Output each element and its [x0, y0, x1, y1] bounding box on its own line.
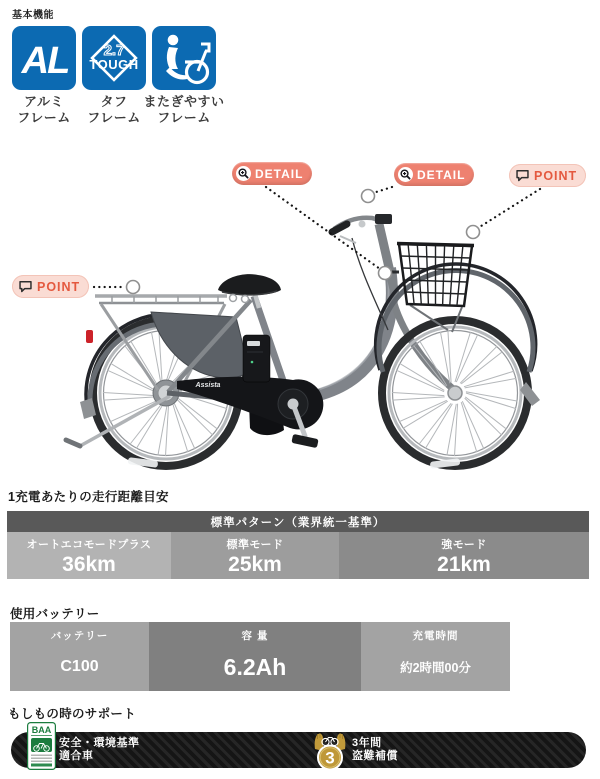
- battery-model-cell: バッテリー C100: [10, 622, 149, 691]
- features-section-label: 基本機能: [12, 10, 54, 21]
- range-mode-auto-eco: オートエコモードプラス 36km: [7, 532, 171, 579]
- speech-bubble-icon: [515, 169, 530, 182]
- feature-step-through-frame: [143, 26, 225, 125]
- drive-unit: [177, 377, 323, 448]
- brake-lever: [340, 236, 356, 243]
- point-label: POINT: [37, 279, 81, 294]
- tough-frame-icon: [82, 26, 146, 90]
- callout-marker-grip: [362, 190, 375, 203]
- battery-capacity-cell: 容 量 6.2Ah: [149, 622, 361, 691]
- point-label: POINT: [534, 168, 578, 183]
- front-wheel: [382, 320, 528, 466]
- support-bar: [11, 725, 586, 768]
- theft-warranty-label: 3年間 盗難補償: [352, 737, 398, 762]
- features-section: [12, 6, 225, 125]
- detail-callout-button[interactable]: [232, 162, 312, 185]
- warranty-years-number: 3: [325, 748, 335, 768]
- battery-charge-time-cell: 充電時間 約2時間00分: [361, 622, 510, 691]
- range-table-header: 標準パターン（業界統一基準）: [7, 511, 589, 532]
- battery-table: [10, 622, 510, 691]
- bike-illustration: [0, 150, 600, 485]
- point-callout-button[interactable]: [509, 164, 586, 187]
- aluminum-frame-icon: [12, 26, 76, 90]
- front-fender: [376, 264, 540, 406]
- callout-marker-handlebar: [379, 267, 392, 280]
- feature-aluminum-frame: [12, 26, 76, 125]
- callout-marker-basket: [467, 226, 480, 239]
- rear-reflector: [86, 330, 93, 343]
- magnifier-plus-icon: [236, 166, 251, 181]
- speech-bubble-icon: [18, 280, 33, 293]
- battery-section-title: 使用バッテリー: [10, 607, 100, 621]
- baa-badge: [27, 722, 56, 770]
- battery-pack: [243, 335, 270, 382]
- point-callout-button[interactable]: [12, 275, 89, 298]
- callout-marker-rack: [127, 281, 140, 294]
- theft-warranty-badge: [313, 725, 347, 771]
- baa-compliance-label: 安全・環境基準 適合車: [59, 737, 140, 762]
- assista-logo: Assista: [195, 382, 221, 389]
- warranty-bicycle-icon: [322, 738, 338, 746]
- step-through-frame-icon: [152, 26, 216, 90]
- baa-badge-text: BAA: [31, 725, 52, 735]
- range-table: [7, 511, 589, 579]
- feature-tough-frame: [82, 26, 146, 125]
- range-mode-power: 強モード 21km: [339, 532, 589, 579]
- feature-label: またぎやすい フレーム: [143, 94, 225, 125]
- detail-label: DETAIL: [417, 167, 466, 182]
- feature-label: アルミ フレーム: [17, 94, 71, 125]
- tough-icon-text: TOUGH: [89, 57, 139, 72]
- detail-callout-button[interactable]: [394, 163, 474, 186]
- magnifier-plus-icon: [398, 167, 413, 182]
- range-section-title: 1充電あたりの走行距離目安: [8, 490, 169, 504]
- range-mode-standard: 標準モード 25km: [171, 532, 339, 579]
- al-icon-text: AL: [21, 40, 69, 82]
- support-section-title: もしもの時のサポート: [8, 707, 137, 721]
- detail-label: DETAIL: [255, 166, 304, 181]
- grip: [332, 224, 347, 232]
- bell: [359, 221, 366, 228]
- feature-label: タフ フレーム: [87, 94, 141, 125]
- tough-icon-number: 2.7: [103, 42, 125, 59]
- stem-head: [375, 214, 392, 224]
